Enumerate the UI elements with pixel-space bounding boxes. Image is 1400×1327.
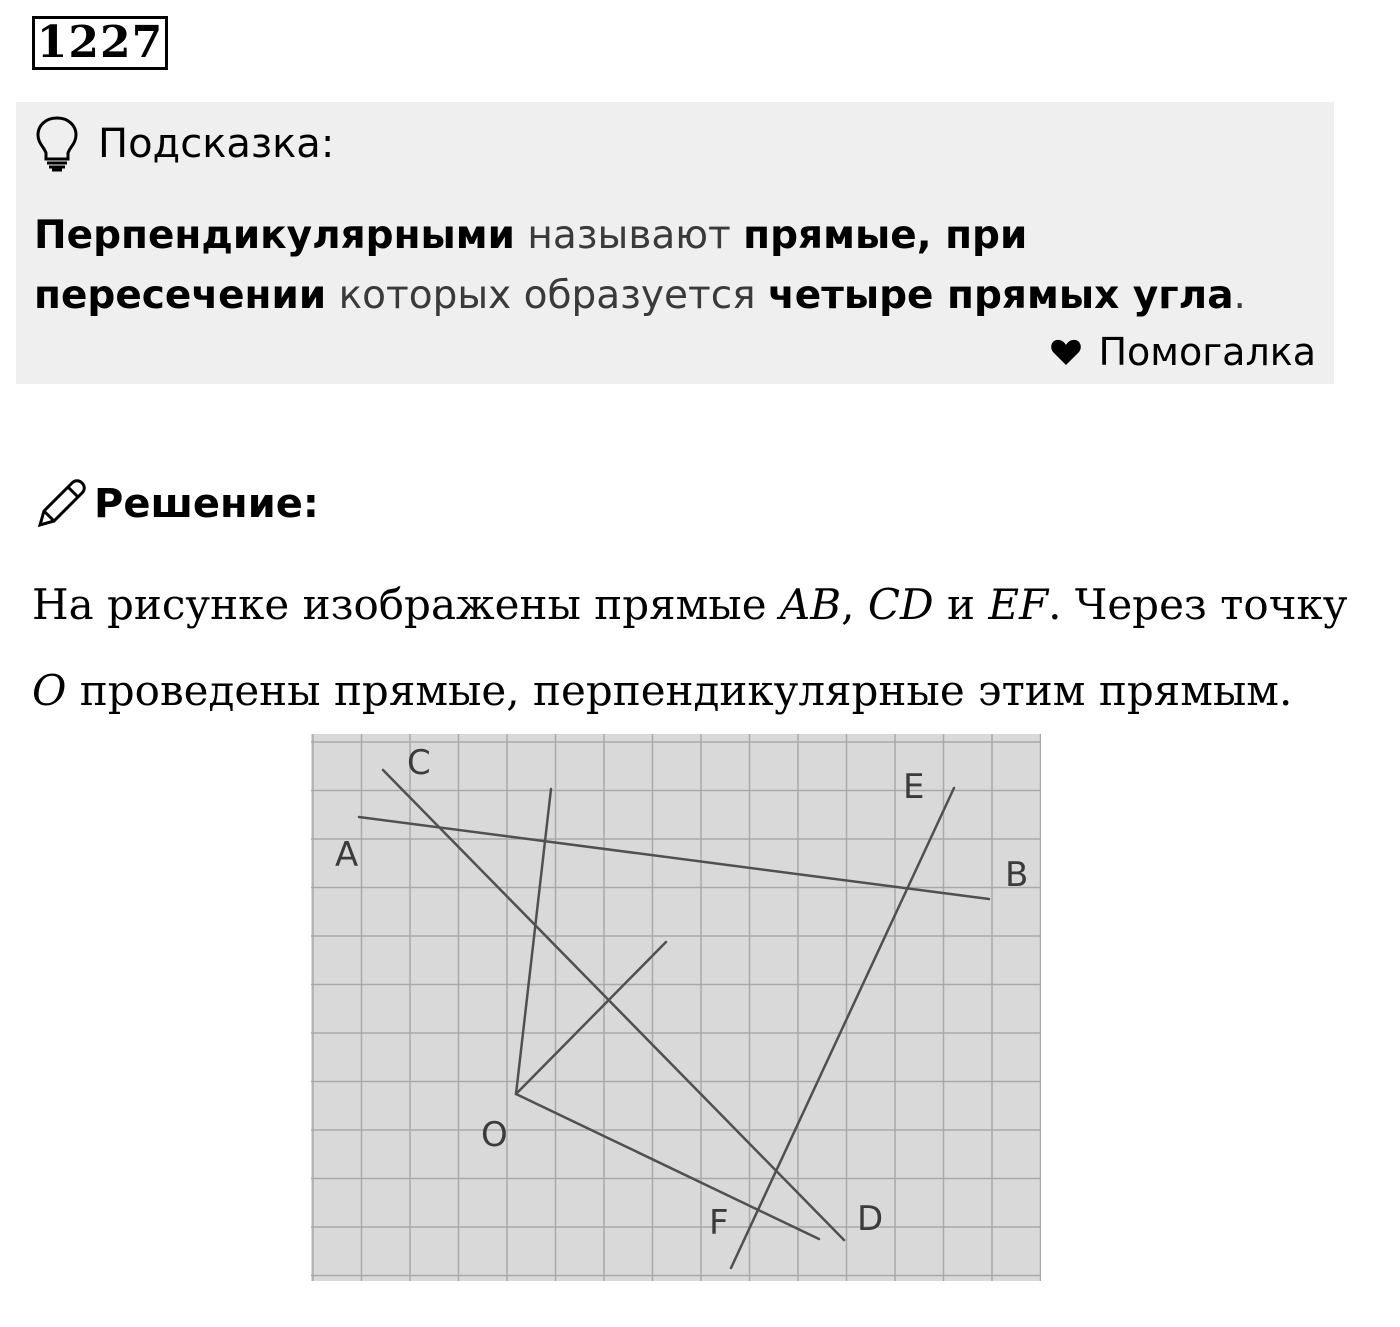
label-d: D [857,1199,884,1239]
solution-title: Решение: [94,481,319,527]
solution-header [34,476,319,532]
term-right-angles: четыре прямых угла [768,273,1234,318]
geometry-figure [311,734,1041,1281]
signature-text: Помогалка [1098,330,1316,374]
term-perpendicular: Перпендикулярными [34,213,516,258]
label-b: B [1005,855,1029,895]
point-o: O [32,666,67,715]
line-ef: EF [988,580,1049,629]
label-o: O [481,1115,508,1155]
label-a: A [335,835,359,875]
hint-box [16,102,1334,384]
hint-text: Перпендикулярными называют прямые, при пересечении которых образуется четыре прямых угла. [34,213,1246,318]
hint-header [34,114,334,174]
lightbulb-icon [34,115,80,173]
label-e: E [903,767,925,807]
term-lines: прямые [743,213,917,258]
pencil-icon [34,477,88,531]
line-ab: AB [779,580,842,629]
label-f: F [709,1203,729,1243]
label-c: C [407,743,431,783]
hint-title: Подсказка: [98,121,335,167]
signature [1050,330,1316,374]
solution-text: На рисунке изображены прямые AB, CD и EF. Через точку O проведены прямые, перпендикулярные этим прямым. [32,580,1348,715]
line-cd: CD [867,580,934,629]
task-number: 1227 [32,16,168,70]
heart-icon [1050,338,1082,366]
term-intersection: при пересечении [34,213,1028,318]
